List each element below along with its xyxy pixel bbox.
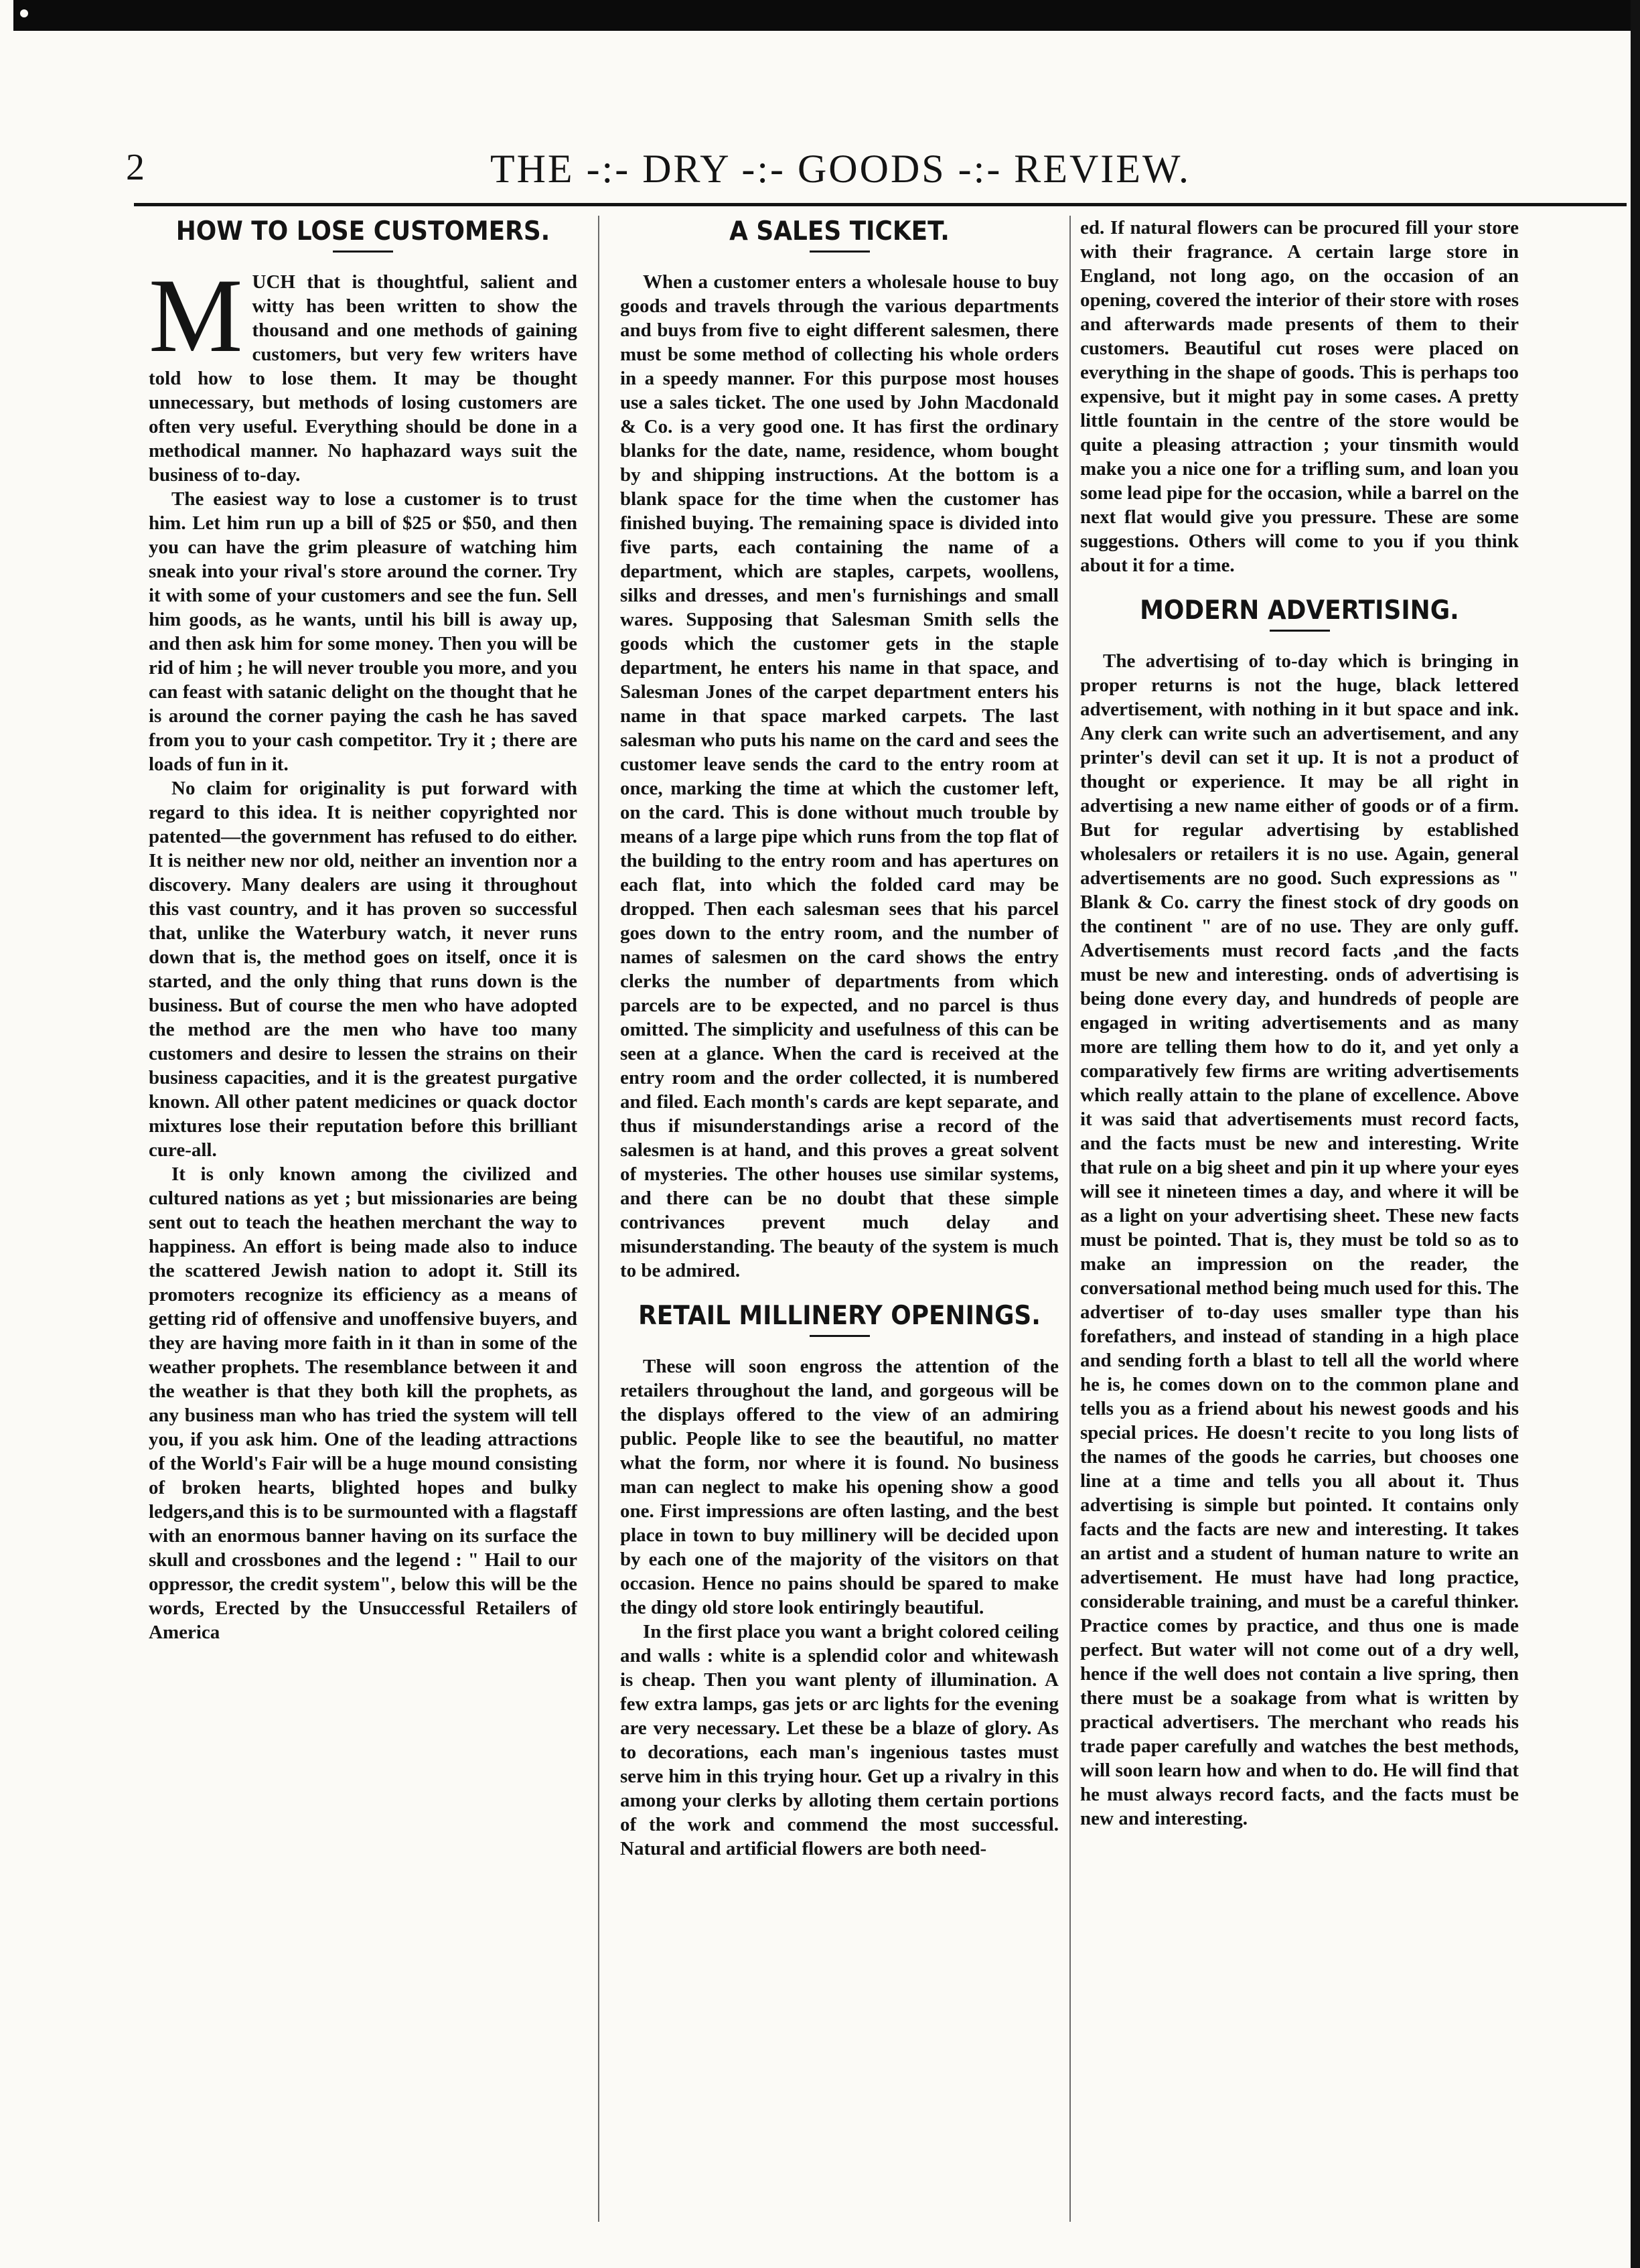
drop-cap: M	[149, 257, 243, 374]
article-paragraph: The easiest way to lose a customer is to trust him. Let him run up a bill of $25 or $50, and then you can have the grim pleasure of watching him sneak into your rival's store around the corner. Try it with some of your customers and see the fun. Sell him goods, as he wants, until his bill is away up, and then ask him for some money. Then you will be rid of him ; he will never trouble you more, and you can feast with satanic delight on the thought that he is around the corner paying the cash he has saved from you to your cash competitor. Try it ; there are loads of fun in it.	[149, 488, 577, 775]
column-divider-2	[1069, 216, 1071, 2222]
article-paragraph	[149, 257, 577, 487]
heading-rule	[1270, 630, 1330, 632]
paragraph-text: UCH that is thoughtful, salient and witty has been written to show the thousand and one methods of gaining customers, but very few writers have told how to lose them. It may be thought unnecessary, but methods of losing customers are often very useful. Everything should be done in a methodical manner. No haphazard ways suit the business of to-day.	[149, 271, 577, 486]
column-divider-1	[598, 216, 599, 2222]
article-paragraph: It is only known among the civilized and cultured nations as yet ; but missionaries are being sent out to teach the heathen merchant the way to happiness. An effort is being made also to induce the scattered Jewish nation to adopt it. Still its promoters recognize its efficiency as a means of getting rid of offensive and unoffensive buyers, and they are having more faith in it than in some of the weather prophets. The resemblance between it and the weather is that they both kill the prophets, as any business man who has tried the system will tell you, if you ask him. One of the leading attractions of the World's Fair will be a huge mound consisting of broken hearts, blighted hopes and bulky ledgers,and this is to be surmounted with a flagstaff with an enormous banner having on its surface the skull and crossbones and the legend : " Hail to our oppressor, the credit system", below this will be the words, Erected by the Unsuccessful Retailers of America	[149, 1163, 577, 1643]
article-paragraph: No claim for originality is put forward with regard to this idea. It is neither copyrighted nor patented—the government has refused to do either. It is neither new nor old, neither an invention nor a discovery. Many dealers are using it throughout this vast country, and it has proven so successful that, unlike the Waterbury watch, it never runs down that is, the method goes on itself, once it is started, and the only thing that runs down is the business. But of course the men who have adopted the method are the men who have too many customers and desire to lessen the strains on their business capacities, and it is the greatest purgative known. All other patent medicines or quack doctor mixtures lose their reputation before this brilliant cure-all.	[149, 778, 577, 1161]
heading-rule	[810, 251, 870, 253]
scan-top-border	[13, 0, 1640, 31]
article-paragraph: In the first place you want a bright colored ceiling and walls : white is a splendid color and whitewash is cheap. Then you want plenty of illumination. A few extra lamps, gas jets or arc lights for the evening are very necessary. Let these be a blaze of glory. As to decorations, each man's ingenious tastes must serve him in this trying hour. Get up a rivalry in this among your clerks by alloting them certain portions of the work and commend the most successful. Natural and artificial flowers are both need-	[620, 1621, 1059, 1859]
section-spacer	[620, 1283, 1059, 1300]
scan-right-border	[1631, 0, 1640, 2268]
column-3	[1080, 216, 1519, 2222]
article-paragraph: These will soon engross the attention of the retailers throughout the land, and gorgeous will be the displays offered to the view of an admiring public. People like to see the beautiful, no matter what the form, nor where it is found. No business man can neglect to make his opening show a good one. First impressions are often lasting, and the best place in town to buy millinery will be decided upon by each one of the majority of the visitors on that occasion. Hence no pains should be spared to make the dingy old store look entiringly beautiful.	[620, 1356, 1059, 1618]
article-paragraph: The advertising of to-day which is bringing in proper returns is not the huge, black lettered advertisement, with nothing in it but space and ink. Any clerk can write such an advertisement, and any printer's devil can set it up. It is not a product of thought or experience. It may be all right in advertising a new name either of goods or of a firm. But for regular advertising by established wholesalers or retailers it is no use. Again, general advertisements are no good. Such expressions as " Blank & Co. carry the finest stock of dry goods on the continent " are of no use. They are only guff. Advertisements must record facts ,and the facts must be new and interesting. onds of advertising is being done every day, and hundreds of people are engaged in writing advertisements and as many more are telling them how to do it, and yet only a comparatively few firms are writing advertisements which really attain to the plane of excellence. Above it was said that advertisements must record facts, and the facts must be new and interesting. Write that rule on a big sheet and pin it up where your eyes will see it nineteen times a day, and where it will be as a light on your advertising sheet. These new facts must be pointed. That is, they must be told so as to make an impression on the reader, the conversational method being much used for this. The advertiser of to-day uses smaller type than his forefathers, and instead of standing in a high place and sending forth a blast to tell all the world where he is, he comes down on to the common plane and tells you as a friend about his newest goods and his special prices. He doesn't recite to you long lists of the names of the goods he carries, but chooses one line at a time and tells you all about it. Thus advertising is simple but pointed. It contains only facts and the facts are new and interesting. It takes an artist and a student of human nature to write an advertisement. He must have had long practice, considerable training, and must be a careful thinker. Practice comes by practice, and thus one is made perfect. But water will not come out of a dry well, hence if the well does not contain a live spring, then there must be a soakage from what is written by practical advertisers. The merchant who reads his trade paper carefully and watches the best methods, will soon learn how and when to do. He will find that he must always record facts, and the facts must be new and interesting.	[1080, 650, 1519, 1829]
section-spacer	[1080, 577, 1519, 595]
article-paragraph: When a customer enters a wholesale house to buy goods and travels through the various departments and buys from five to eight different salesmen, there must be some method of collecting his whole orders in a speedy manner. For this purpose most houses use a sales ticket. The one used by John Macdonald & Co. is a very good one. It has first the ordinary blanks for the date, name, residence, whom bought by and shipping instructions. At the bottom is a blank space for the time when the customer has finished buying. The remaining space is divided into five parts, each containing the name of a department, which are staples, carpets, woollens, silks and dresses, and men's furnishings and small wares. Supposing that Salesman Smith sells the goods which the customer gets in the staple department, he enters his name in that space, and Salesman Jones of the carpet department enters his name in that space marked carpets. The last salesman who puts his name on the card and sees the customer leave sends the card to the entry room at once, marking the time at which the customer left, on the card. This is done without much trouble by means of a large pipe which runs from the top flat of the building to the entry room and has apertures on each flat, into which the folded card may be dropped. Then each salesman sees that his parcel goes down to the entry room, and the number of names of salesmen on the card shows the entry clerks the number of departments from which parcels are to be expected, and no parcel is thus omitted. The simplicity and usefulness of this can be seen at a glance. When the card is received at the entry room and the order collected, it is numbered and filed. Each month's cards are kept separate, and thus if misunderstandings arise a record of the salesmen is at hand, and this proves a great solvent of mysteries. The other houses use similar systems, and there can be no doubt that these simple contrivances prevent much delay and misunderstanding. The beauty of the system is much to be admired.	[620, 271, 1059, 1281]
column-1	[149, 216, 577, 2222]
article-heading-how-to-lose-customers: HOW TO LOSE CUSTOMERS.	[175, 216, 550, 246]
scan-mark-icon	[20, 9, 28, 17]
column-2	[620, 216, 1059, 2222]
page-number: 2	[126, 147, 145, 188]
heading-rule	[333, 251, 393, 253]
article-heading-a-sales-ticket: A SALES TICKET.	[729, 216, 950, 246]
article-paragraph-continued: ed. If natural flowers can be procured fill your store with their fragrance. A certain large store in England, not long ago, on the occasion of an opening, covered the interior of their store with roses and afterwards made presents of them to their customers. Beautiful cut roses were placed on everything in the shape of goods. This is perhaps too expensive, but it might pay in some cases. A pretty little fountain in the centre of the store would be quite a pleasing attraction ; your tinsmith would make you a nice one for a trifling sum, and loan you some lead pipe for the occasion, while a barrel on the next flat would give you pressure. These are some suggestions. Others will come to you if you think about it for a time.	[1080, 217, 1519, 576]
article-heading-modern-advertising: MODERN ADVERTISING.	[1140, 595, 1459, 626]
heading-rule	[810, 1335, 870, 1337]
masthead-title: THE -:- DRY -:- GOODS -:- REVIEW.	[490, 147, 1191, 191]
header-rule	[134, 203, 1627, 206]
article-heading-retail-millinery-openings: RETAIL MILLINERY OPENINGS.	[638, 1301, 1041, 1331]
